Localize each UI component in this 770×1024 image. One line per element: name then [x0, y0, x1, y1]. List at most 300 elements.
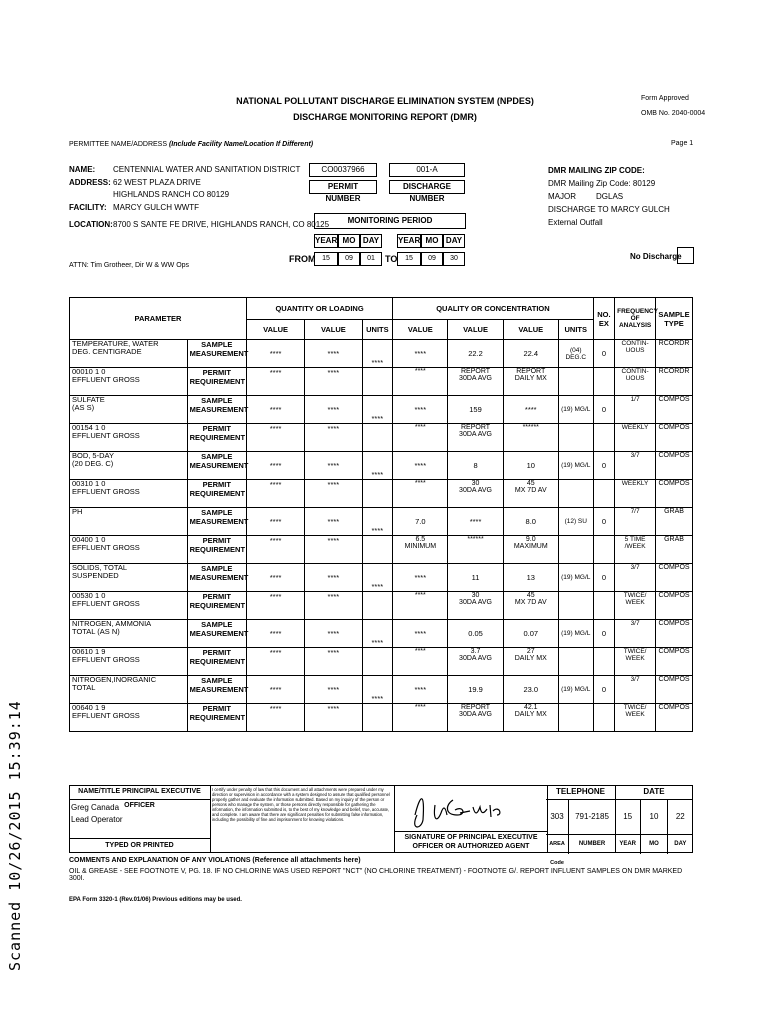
permit-quality-3-text: DAILY MX — [514, 711, 547, 718]
parameter-code-text: 00310 1 0 — [72, 479, 106, 488]
frequency — [615, 396, 656, 424]
address-label: ADDRESS: — [69, 177, 111, 187]
permit-frequency-text: WEEKLY — [621, 424, 649, 431]
permittee-name: CENTENNIAL WATER AND SANITATION DISTRICT — [113, 165, 301, 174]
quantity-units-text: **** — [371, 414, 384, 423]
permit-quality-2-text: 3.7 — [470, 648, 481, 655]
date-year: 15 — [615, 800, 641, 834]
parameter-code — [70, 424, 188, 452]
quantity-value-1 — [246, 564, 304, 592]
table-row — [70, 536, 693, 564]
permit-sample-type — [656, 648, 693, 676]
permit-sample-type-text: GRAB — [664, 536, 684, 543]
discharge-number-label: DISCHARGE NUMBER — [389, 180, 465, 194]
sample-measurement-label-text: SAMPLE MEASUREMENT — [189, 564, 249, 582]
permit-quantity-2 — [305, 592, 362, 620]
permit-number: CO0037966 — [309, 163, 377, 177]
quality-value-1-text: **** — [414, 349, 427, 358]
parameter-name — [70, 620, 188, 648]
phone-number: 791-2185 — [575, 812, 609, 821]
permit-sample-type — [656, 536, 693, 564]
permit-sample-type-text: COMPOS — [658, 648, 690, 655]
permit-quality-1 — [393, 424, 448, 452]
no-ex-text: 0 — [601, 405, 606, 414]
sample-measurement-label — [187, 676, 249, 704]
sample-measurement-label — [187, 620, 249, 648]
quantity-value-2-text: **** — [327, 517, 340, 526]
quantity-units — [362, 676, 393, 704]
permit-quantity-units — [362, 536, 393, 564]
permit-quality-2-text: 30 — [471, 480, 480, 487]
quantity-value-1 — [246, 340, 304, 368]
footer-form-number: EPA Form 3320-1 (Rev.01/06) Previous editions may be used. — [69, 897, 242, 903]
permit-sample-type — [656, 424, 693, 452]
permit-quantity-1 — [246, 704, 304, 732]
parameter-code-text: EFFLUENT GROSS — [72, 487, 140, 496]
quantity-value-1-text: **** — [269, 517, 282, 526]
permit-sample-type-text: COMPOS — [658, 704, 690, 711]
quantity-units-text: **** — [371, 694, 384, 703]
permit-quality-2-text: ****** — [467, 536, 484, 543]
parameter-code-text: EFFLUENT GROSS — [72, 711, 140, 720]
sample-type-text: COMPOS — [658, 620, 690, 627]
permit-quality-1-text: **** — [414, 592, 426, 599]
parameter-code-text: 00530 1 0 — [72, 591, 106, 600]
frequency-text: 3/7 — [630, 564, 640, 571]
quality-value-3-text: 23.0 — [523, 685, 539, 694]
permit-no-ex — [593, 424, 614, 452]
permit-sample-type-text: RCORDR — [658, 368, 690, 375]
permit-quantity-1 — [246, 424, 304, 452]
quantity-value-1 — [246, 396, 304, 424]
permit-quantity-2-text: **** — [327, 648, 340, 657]
sample-type — [656, 396, 693, 424]
sample-measurement-label — [187, 452, 249, 480]
permit-quantity-2-text: **** — [327, 368, 340, 377]
permit-quality-units — [558, 704, 593, 732]
no-ex-text: 0 — [601, 349, 606, 358]
permit-frequency-text: TWICE/ WEEK — [623, 704, 647, 718]
from-year: 15 — [314, 252, 338, 266]
quantity-units-text: **** — [371, 582, 384, 591]
permit-quality-3 — [503, 480, 558, 508]
quality-value-1 — [393, 620, 448, 648]
telephone-label: TELEPHONE — [546, 785, 615, 800]
sample-measurement-label-text: SAMPLE MEASUREMENT — [189, 508, 249, 526]
from-day-label: DAY — [360, 234, 382, 248]
permit-sample-type — [656, 480, 693, 508]
permit-quantity-1-text: **** — [269, 704, 282, 713]
permit-quality-1-text: **** — [414, 480, 426, 487]
permit-requirement-label — [187, 424, 246, 452]
area-code: 303 — [546, 800, 569, 834]
permit-requirement-label-text: PERMIT REQUIREMENT — [189, 536, 246, 554]
permit-requirement-label — [187, 480, 246, 508]
name-label: NAME: — [69, 165, 96, 174]
permit-requirement-label — [187, 648, 246, 676]
permit-sample-type — [656, 592, 693, 620]
quality-value-1-text: **** — [414, 685, 427, 694]
table-row — [70, 340, 693, 368]
parameter-name-text: TOTAL (AS N) — [72, 627, 120, 636]
permit-quality-units — [558, 536, 593, 564]
parameter-name — [70, 564, 188, 592]
to-day-label: DAY — [443, 234, 465, 248]
parameter-name — [70, 396, 188, 424]
permit-no-ex — [593, 648, 614, 676]
quality-value-2 — [448, 340, 503, 368]
quality-value-1 — [393, 564, 448, 592]
quality-value-2 — [448, 676, 503, 704]
permit-quantity-1 — [246, 536, 304, 564]
quality-units-text: (12) SU — [564, 518, 587, 525]
sample-measurement-label — [187, 396, 249, 424]
quality-value-3-text: **** — [524, 405, 537, 414]
quantity-value-2-text: **** — [327, 573, 340, 582]
permit-quantity-2 — [305, 704, 362, 732]
quantity-value-2-text: **** — [327, 405, 340, 414]
no-ex — [593, 508, 614, 536]
quantity-value-1 — [246, 620, 304, 648]
location-label: LOCATION: — [69, 220, 113, 229]
quantity-value-2 — [305, 620, 362, 648]
no-ex — [593, 340, 614, 368]
permit-quantity-units — [362, 704, 393, 732]
permit-quality-2-text: REPORT — [461, 368, 491, 375]
quality-value-2-text: 11 — [471, 573, 480, 582]
quality-value-1 — [393, 452, 448, 480]
parameter-code-text: 00010 1 0 — [72, 367, 106, 376]
table-row — [70, 704, 693, 732]
frequency-text: 1/7 — [630, 396, 640, 403]
dmr-zip-title: DMR MAILING ZIP CODE: — [548, 166, 645, 175]
permit-quantity-1 — [246, 592, 304, 620]
table-row — [70, 480, 693, 508]
no-ex-text: 0 — [601, 685, 606, 694]
table-row — [70, 368, 693, 396]
no-ex-text: 0 — [601, 573, 606, 582]
no-ex — [593, 620, 614, 648]
from-day: 01 — [360, 252, 382, 266]
attn: ATTN: Tim Grotheer, Dir W & WW Ops — [69, 262, 190, 269]
permit-quality-2 — [448, 480, 503, 508]
quantity-value-2 — [305, 452, 362, 480]
no-ex-text: 0 — [601, 461, 606, 470]
quality-value-3-text: 13 — [526, 573, 535, 582]
header-frequency: FREQUENCY OF ANALYSIS — [615, 298, 656, 340]
form-approved: Form Approved — [641, 95, 689, 102]
permit-quantity-2 — [305, 480, 362, 508]
frequency — [615, 620, 656, 648]
parameter-name-text: NITROGEN, AMMONIA — [72, 619, 152, 628]
parameter-name-text: BOD, 5-DAY — [72, 451, 114, 460]
permit-quantity-1-text: **** — [269, 536, 282, 545]
permit-quantity-2-text: **** — [327, 424, 340, 433]
permit-requirement-label — [187, 368, 246, 396]
parameter-name-text: TEMPERATURE, WATER — [72, 339, 159, 348]
permittee-label: PERMITTEE NAME/ADDRESS — [69, 141, 168, 148]
permit-quantity-2 — [305, 424, 362, 452]
sample-type-text: RCORDR — [658, 340, 690, 347]
officer-title: Lead Operator — [71, 815, 123, 824]
header-c-value-2: VALUE — [448, 320, 503, 340]
no-ex — [593, 564, 614, 592]
quantity-value-1-text: **** — [269, 629, 282, 638]
permit-quantity-1-text: **** — [269, 480, 282, 489]
quality-units — [558, 340, 593, 368]
permit-quantity-units — [362, 424, 393, 452]
header-sample-type: SAMPLE TYPE — [656, 298, 693, 340]
permit-sample-type-text: COMPOS — [658, 592, 690, 599]
permit-quality-3-text: DAILY MX — [514, 655, 547, 662]
quality-value-2 — [448, 452, 503, 480]
header-q-value-2: VALUE — [305, 320, 362, 340]
permit-no-ex — [593, 536, 614, 564]
permit-quality-2 — [448, 648, 503, 676]
permit-requirement-label — [187, 704, 246, 732]
from-year-label: YEAR — [314, 234, 338, 248]
permit-quality-2-text: 30DA AVG — [459, 487, 492, 494]
officer-label: NAME/TITLE PRINCIPAL EXECUTIVE OFFICER — [69, 785, 210, 800]
quantity-value-1-text: **** — [269, 349, 282, 358]
sample-type — [656, 620, 693, 648]
permit-quality-2-text: REPORT — [461, 704, 491, 711]
parameter-code — [70, 480, 188, 508]
permit-frequency — [615, 424, 656, 452]
parameter-name-text: PH — [72, 507, 83, 516]
quantity-units — [362, 452, 393, 480]
quality-units-text: (19) MG/L — [561, 686, 591, 693]
sample-type-text: COMPOS — [658, 564, 690, 571]
quality-value-1-text: **** — [414, 461, 427, 470]
to-day: 30 — [443, 252, 465, 266]
permit-frequency — [615, 592, 656, 620]
table-row — [70, 564, 693, 592]
permit-quantity-2 — [305, 368, 362, 396]
parameter-name-text: (20 DEG. C) — [72, 459, 114, 468]
quality-value-2-text: 159 — [469, 405, 482, 414]
parameter-code-text: EFFLUENT GROSS — [72, 543, 140, 552]
permit-quality-1 — [393, 704, 448, 732]
parameter-code — [70, 704, 188, 732]
quantity-units — [362, 508, 393, 536]
permit-quality-units — [558, 480, 593, 508]
to-mo-label: MO — [421, 234, 443, 248]
sample-type — [656, 340, 693, 368]
permit-quantity-1 — [246, 648, 304, 676]
quality-units-text: (19) MG/L — [561, 630, 591, 637]
quality-value-1 — [393, 508, 448, 536]
quality-value-3-text: 8.0 — [525, 517, 536, 526]
permit-quality-2 — [448, 368, 503, 396]
quality-value-3 — [503, 620, 558, 648]
permit-quality-3-text: REPORT — [516, 368, 546, 375]
permit-quality-1 — [393, 536, 448, 564]
header-q-units: UNITS — [362, 320, 393, 340]
quantity-value-1 — [246, 676, 304, 704]
to-year-label: YEAR — [397, 234, 421, 248]
from-label: FROM — [289, 254, 316, 264]
dmr-zip-line: DMR Mailing Zip Code: 80129 — [548, 179, 656, 188]
permit-no-ex — [593, 480, 614, 508]
date-month: 10 — [641, 800, 667, 834]
parameter-name-text: (AS S) — [72, 403, 95, 412]
to-year: 15 — [397, 252, 421, 266]
signature-label: SIGNATURE OF PRINCIPAL EXECUTIVE OFFICER OR AUTHORIZED AGENT — [395, 831, 547, 853]
quality-units — [558, 676, 593, 704]
parameter-code-text: EFFLUENT GROSS — [72, 599, 140, 608]
typed-or-printed: TYPED OR PRINTED — [69, 838, 210, 853]
permit-requirement-label-text: PERMIT REQUIREMENT — [189, 480, 246, 498]
table-row — [70, 648, 693, 676]
permit-quantity-2 — [305, 648, 362, 676]
permit-frequency-text: TWICE/ WEEK — [623, 648, 647, 662]
sample-measurement-label — [187, 508, 249, 536]
signature-cell — [394, 785, 548, 853]
permit-quantity-1-text: **** — [269, 368, 282, 377]
permit-quality-1-text: **** — [414, 424, 426, 431]
sample-type — [656, 452, 693, 480]
permit-frequency-text: WEEKLY — [621, 480, 649, 487]
quality-value-2-text: 22.2 — [468, 349, 483, 358]
parameter-name-text: DEG. CENTIGRADE — [72, 347, 142, 356]
permit-quality-3 — [503, 704, 558, 732]
permit-quality-3-text: 45 — [526, 592, 535, 599]
permit-quality-2 — [448, 536, 503, 564]
permit-quality-3-text: MAXIMUM — [513, 543, 548, 550]
header-c-units: UNITS — [558, 320, 593, 340]
permit-sample-type — [656, 704, 693, 732]
parameter-name — [70, 452, 188, 480]
header-parameter: PARAMETER — [70, 298, 247, 340]
permit-requirement-label-text: PERMIT REQUIREMENT — [189, 648, 246, 666]
quality-value-3 — [503, 564, 558, 592]
quantity-value-1 — [246, 508, 304, 536]
permit-quality-3-text: MX 7D AV — [514, 487, 547, 494]
quantity-value-2-text: **** — [327, 629, 340, 638]
permit-quantity-2-text: **** — [327, 592, 340, 601]
frequency — [615, 452, 656, 480]
quality-value-3-text: 10 — [526, 461, 535, 470]
permit-quality-2 — [448, 592, 503, 620]
quality-value-2 — [448, 620, 503, 648]
quantity-value-2 — [305, 340, 362, 368]
permit-requirement-label-text: PERMIT REQUIREMENT — [189, 424, 246, 442]
facility-name: MARCY GULCH WWTF — [113, 202, 200, 212]
frequency — [615, 676, 656, 704]
omb-number: OMB No. 2040-0004 — [641, 110, 706, 117]
quality-value-2-text: 8 — [473, 461, 478, 470]
number-label: NUMBER — [578, 841, 606, 847]
permit-quality-2-text: 30DA AVG — [459, 431, 492, 438]
date-day-label: DAY — [674, 841, 687, 847]
permit-quality-2-text: 30DA AVG — [459, 375, 492, 382]
permit-frequency — [615, 704, 656, 732]
permit-no-ex — [593, 704, 614, 732]
quality-value-2 — [448, 508, 503, 536]
monitoring-period-label: MONITORING PERIOD — [314, 213, 466, 229]
dglas: DGLAS — [596, 192, 624, 201]
header-quality: QUALITY OR CONCENTRATION — [393, 298, 593, 320]
permit-quality-1-text: MINIMUM — [404, 543, 437, 550]
quality-units — [558, 564, 593, 592]
permit-quality-3-text: DAILY MX — [514, 375, 547, 382]
page-number: Page 1 — [671, 140, 694, 147]
permit-quantity-units — [362, 368, 393, 396]
no-ex-text: 0 — [601, 517, 606, 526]
parameter-code — [70, 536, 188, 564]
frequency-text: 3/7 — [630, 620, 640, 627]
permit-quality-units — [558, 648, 593, 676]
table-row — [70, 676, 693, 704]
permit-quality-1 — [393, 648, 448, 676]
permit-quality-1 — [393, 480, 448, 508]
external-outfall: External Outfall — [548, 218, 603, 227]
no-discharge-checkbox[interactable] — [677, 247, 694, 264]
header-c-value-3: VALUE — [503, 320, 558, 340]
quality-units — [558, 452, 593, 480]
permit-requirement-label-text: PERMIT REQUIREMENT — [189, 592, 246, 610]
parameter-name-text: SULFATE — [72, 395, 105, 404]
quantity-units-text: **** — [371, 470, 384, 479]
permit-quality-1-text: **** — [414, 704, 426, 711]
area-code-label: AREA Code — [546, 835, 569, 854]
parameter-code-text: 00400 1 0 — [72, 535, 106, 544]
table-row — [70, 424, 693, 452]
permit-quantity-units — [362, 480, 393, 508]
quality-units-text: (19) MG/L — [561, 406, 591, 413]
header-q-value-1: VALUE — [246, 320, 304, 340]
permit-quality-2-text: 30 — [471, 592, 480, 599]
officer-name: Greg Canada — [71, 803, 120, 812]
permit-requirement-label-text: PERMIT REQUIREMENT — [189, 704, 246, 722]
sample-type — [656, 676, 693, 704]
permit-frequency-text: TWICE/ WEEK — [623, 592, 647, 606]
officer-cell — [69, 785, 211, 853]
quality-value-3 — [503, 396, 558, 424]
permit-quality-2-text: 30DA AVG — [459, 599, 492, 606]
quality-units — [558, 508, 593, 536]
permit-frequency — [615, 368, 656, 396]
sample-type-text: GRAB — [664, 508, 684, 515]
date-year-label: YEAR — [615, 835, 641, 854]
facility-label: FACILITY: — [69, 202, 107, 212]
quality-value-3 — [503, 508, 558, 536]
parameter-name — [70, 340, 188, 368]
permit-quality-2-text: REPORT — [461, 424, 491, 431]
frequency-text: CONTIN-UOUS — [621, 340, 649, 354]
permit-quality-1 — [393, 368, 448, 396]
permit-quantity-units — [362, 592, 393, 620]
major: MAJOR — [548, 192, 576, 201]
permit-quality-2-text: 30DA AVG — [459, 655, 492, 662]
sample-type-text: COMPOS — [658, 676, 690, 683]
no-ex — [593, 676, 614, 704]
frequency-text: 3/7 — [630, 452, 640, 459]
quantity-value-2 — [305, 676, 362, 704]
permit-frequency — [615, 648, 656, 676]
quantity-value-1-text: **** — [269, 461, 282, 470]
title-line-2: DISCHARGE MONITORING REPORT (DMR) — [293, 112, 477, 122]
parameter-code-text: EFFLUENT GROSS — [72, 431, 140, 440]
permit-quality-1 — [393, 592, 448, 620]
table-row — [70, 592, 693, 620]
quality-units-text: (04) DEG.C — [565, 346, 587, 361]
signature-image — [395, 785, 545, 835]
header-no-ex: NO. EX — [593, 298, 614, 340]
quality-value-3 — [503, 340, 558, 368]
quality-value-3-text: 22.4 — [523, 349, 539, 358]
